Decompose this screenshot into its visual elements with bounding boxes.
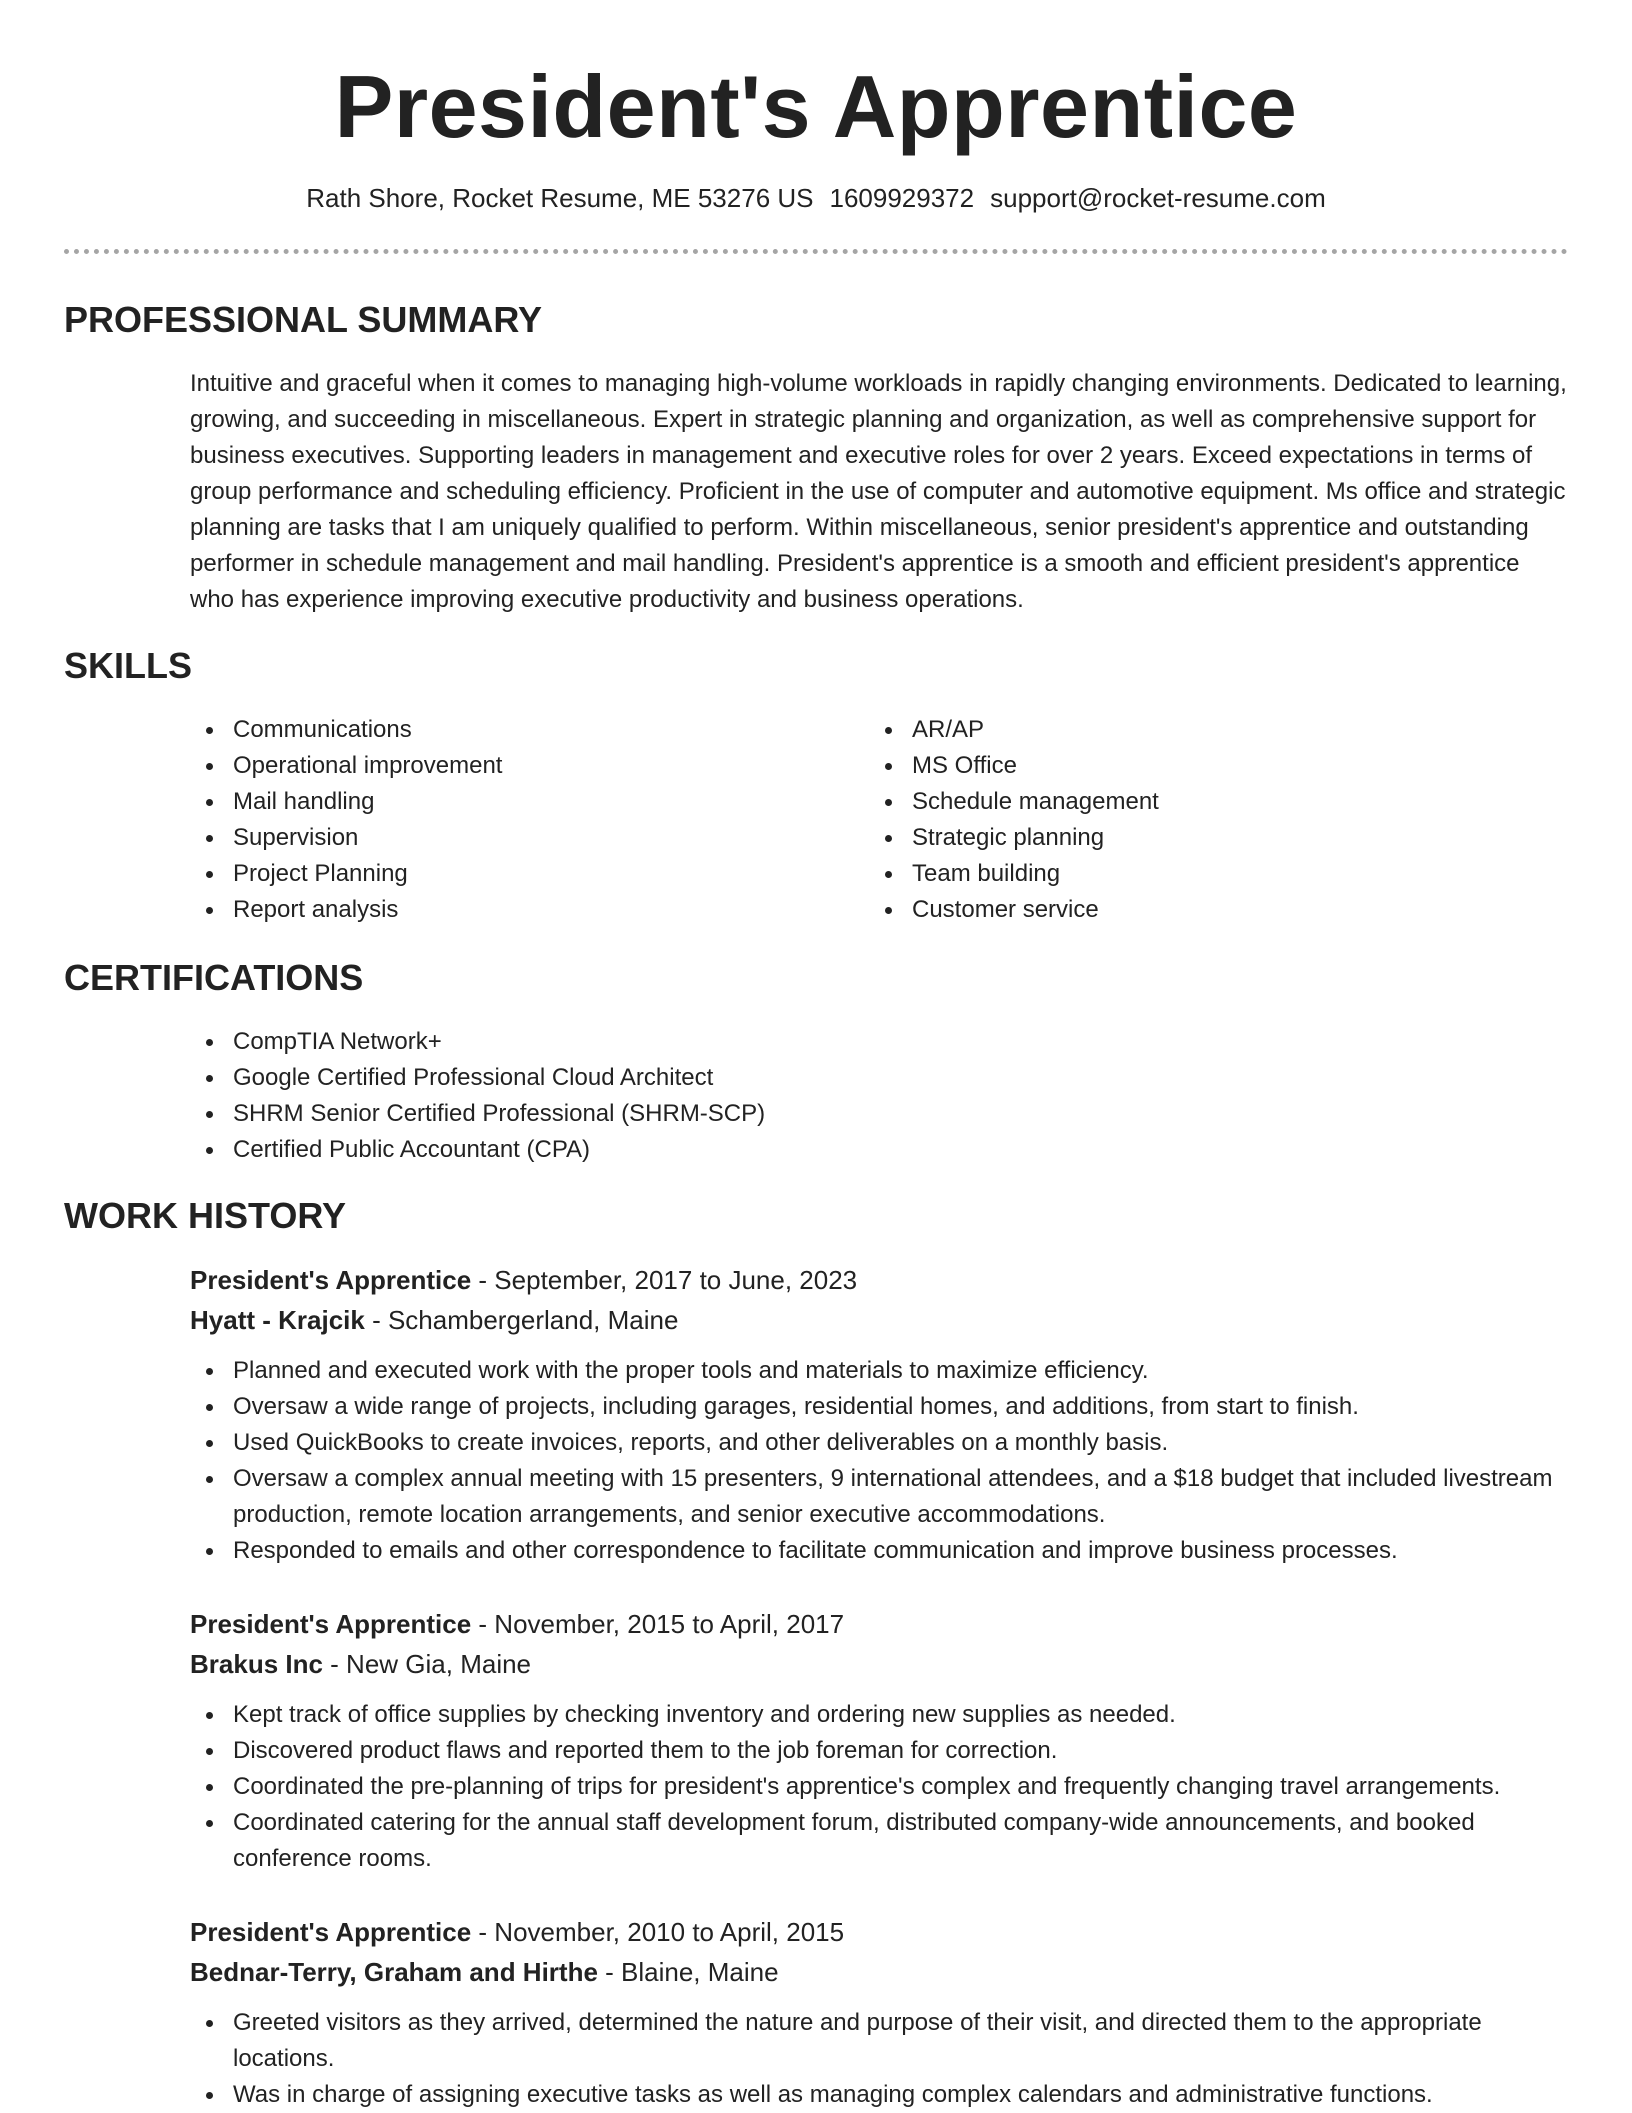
job-bullet: Was in charge of assigning executive tasks as well as managing complex calendars and administrative functions. (190, 2077, 1570, 2113)
contact-line (0, 178, 1632, 218)
contact-address: Rath Shore, Rocket Resume, ME 53276 US (306, 183, 814, 213)
skill-item: Project Planning (190, 856, 790, 892)
job-bullets (190, 1353, 1570, 1569)
job-location: - Schambergerland, Maine (364, 1305, 679, 1335)
job-dates: - September, 2017 to June, 2023 (471, 1265, 858, 1295)
job-bullet: Responded to emails and other correspondence to facilitate communication and improve business processes. (190, 1533, 1570, 1569)
certifications-heading: CERTIFICATIONS (64, 957, 364, 998)
skills-heading: SKILLS (64, 645, 193, 686)
job-dates: - November, 2015 to April, 2017 (471, 1609, 845, 1639)
job-dates: - November, 2010 to April, 2015 (471, 1917, 845, 1947)
job-company: Bednar-Terry, Graham and Hirthe (190, 1957, 598, 1987)
job-bullet: Used QuickBooks to create invoices, reports, and other deliverables on a monthly basis. (190, 1425, 1570, 1461)
resume-name: President's Apprentice (334, 57, 1298, 156)
job-bullet: Coordinated the pre-planning of trips for president's apprentice's complex and frequently changing travel arrangements. (190, 1769, 1570, 1805)
job-bullet: Kept track of office supplies by checking inventory and ordering new supplies as needed. (190, 1697, 1570, 1733)
job-location: - Blaine, Maine (597, 1957, 779, 1987)
job-bullets (190, 2005, 1570, 2113)
job-company: Hyatt - Krajcik (190, 1305, 365, 1335)
job-bullet: Oversaw a complex annual meeting with 15 presenters, 9 international attendees, and a $18 budget that included livestream production, remote location arrangements, and senior executive accommodations. (190, 1461, 1570, 1533)
job-company-line (190, 1300, 1570, 1340)
skill-item: Team building (869, 856, 1469, 892)
skill-item: MS Office (869, 748, 1469, 784)
certifications-list (190, 1024, 1490, 1168)
job-bullet: Greeted visitors as they arrived, determined the nature and purpose of their visit, and directed them to the appropriate locations. (190, 2005, 1570, 2077)
job-location: - New Gia, Maine (322, 1649, 532, 1679)
skill-item: Communications (190, 712, 790, 748)
certification-item: Certified Public Accountant (CPA) (190, 1132, 1490, 1168)
skill-item: Mail handling (190, 784, 790, 820)
summary-text: Intuitive and graceful when it comes to managing high-volume workloads in rapidly changing environments. Dedicated to learning, growing, and succeeding in miscellaneous. Expert in strategic planning and organization, as well as comprehensive support for business executives. Supporting leaders in management and executive roles for over 2 years. Exceed expectations in terms of group performance and scheduling efficiency. Proficient in the use of computer and automotive equipment. Ms office and strategic planning are tasks that I am uniquely qualified to perform. Within miscellaneous, senior president's apprentice and outstanding performer in schedule management and mail handling. President's apprentice is a smooth and efficient president's apprentice who has experience improving executive productivity and business operations. (190, 370, 1567, 613)
work-history-heading: WORK HISTORY (64, 1195, 347, 1236)
certification-item: Google Certified Professional Cloud Architect (190, 1060, 1490, 1096)
header-divider (64, 249, 1568, 254)
job-bullets (190, 1697, 1570, 1877)
job-title: President's Apprentice (190, 1265, 472, 1295)
job-entry (190, 1604, 1570, 1877)
skill-item: Schedule management (869, 784, 1469, 820)
skills-list-right (869, 712, 1469, 928)
job-title-line (190, 1260, 1570, 1300)
certification-item: CompTIA Network+ (190, 1024, 1490, 1060)
skill-item: Supervision (190, 820, 790, 856)
job-entry (190, 1912, 1570, 2113)
skill-item: Customer service (869, 892, 1469, 928)
job-bullet: Planned and executed work with the proper tools and materials to maximize efficiency. (190, 1353, 1570, 1389)
summary-heading: PROFESSIONAL SUMMARY (64, 299, 543, 340)
job-title-line (190, 1604, 1570, 1644)
job-title: President's Apprentice (190, 1917, 472, 1947)
skill-item: Operational improvement (190, 748, 790, 784)
job-bullet: Oversaw a wide range of projects, including garages, residential homes, and additions, from start to finish. (190, 1389, 1570, 1425)
job-company-line (190, 1644, 1570, 1684)
certification-item: SHRM Senior Certified Professional (SHRM-SCP) (190, 1096, 1490, 1132)
skills-list-left (190, 712, 790, 928)
job-title: President's Apprentice (190, 1609, 472, 1639)
job-entry (190, 1260, 1570, 1569)
job-bullet: Coordinated catering for the annual staff development forum, distributed company-wide announcements, and booked conference rooms. (190, 1805, 1570, 1877)
skill-item: Report analysis (190, 892, 790, 928)
skill-item: AR/AP (869, 712, 1469, 748)
job-company-line (190, 1952, 1570, 1992)
job-company: Brakus Inc (190, 1649, 323, 1679)
job-title-line (190, 1912, 1570, 1952)
skill-item: Strategic planning (869, 820, 1469, 856)
contact-phone: 1609929372 (829, 183, 975, 213)
job-bullet: Discovered product flaws and reported them to the job foreman for correction. (190, 1733, 1570, 1769)
contact-email: support@rocket-resume.com (990, 183, 1326, 213)
